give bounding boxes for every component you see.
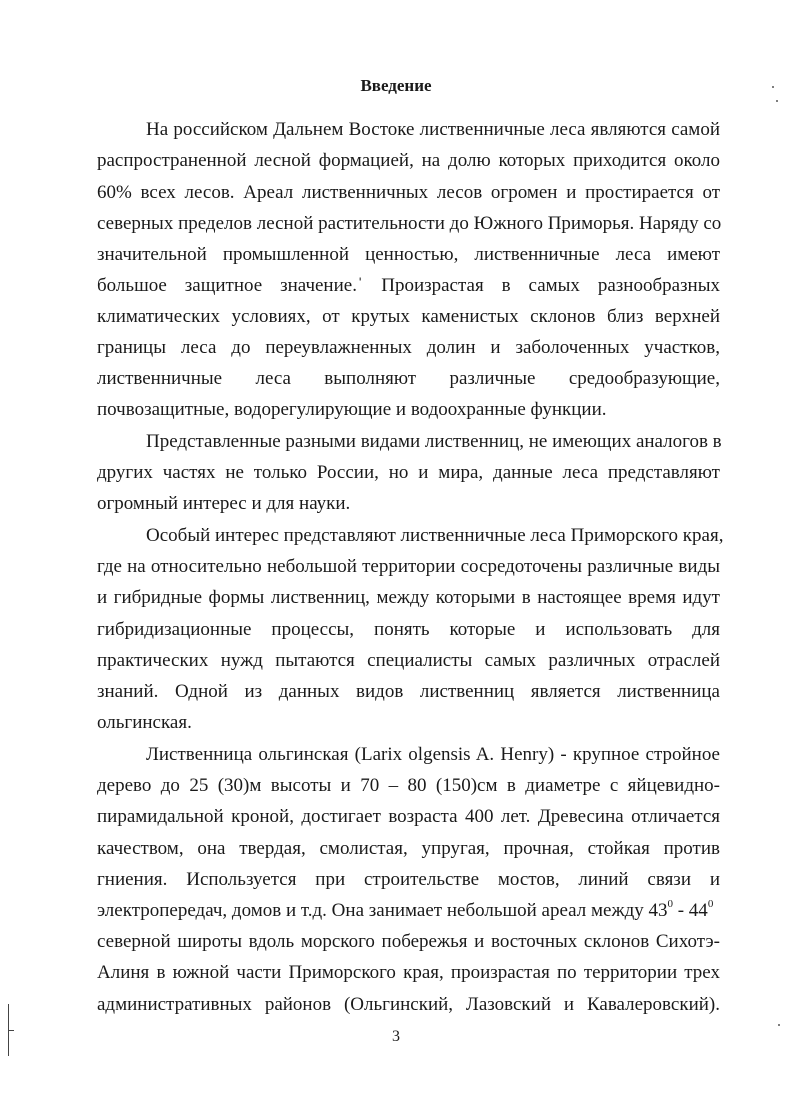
paragraph-1-line-8: границы леса до переувлажненных долин и заболоченных участков, [97, 337, 720, 358]
paragraph-1-line-7: климатических условиях, от крутых каменистых склонов близ верхней [97, 306, 720, 327]
paragraph-1-line-2: распространенной лесной формацией, на долю которых приходится около [97, 150, 720, 171]
paragraph-2-line-1: Представленные разными видами лиственниц, не имеющих аналогов в [146, 431, 722, 452]
paragraph-4-line-5: гниения. Используется при строительстве мостов, линий связи и [97, 869, 720, 890]
paragraph-2-line-3: огромный интерес и для науки. [97, 493, 351, 514]
paragraph-1-line-5: значительной промышленной ценностью, лиственничные леса имеют [97, 244, 720, 265]
paragraph-4-line-3: пирамидальной кроной, достигает возраста 400 лет. Древесина отличается [97, 806, 720, 827]
paragraph-1-line-4: северных пределов лесной растительности до Южного Приморья. Наряду со [97, 213, 722, 234]
paragraph-2-line-2: других частях не только России, но и мира, данные леса представляют [97, 462, 720, 483]
paragraph-1-line-9: лиственничные леса выполняют различные средообразующие, [97, 368, 720, 389]
degree-superscript-2: 0 [707, 898, 714, 910]
paragraph-4-line-9: административных районов (Ольгинский, Лазовский и Кавалеровский). [97, 994, 720, 1015]
paragraph-3-line-5: практических нужд пытаются специалисты самых различных отраслей [97, 650, 720, 671]
paragraph-3-line-1: Особый интерес представляют лиственничные леса Приморского края, [146, 525, 724, 546]
degree-superscript-1: 0 [667, 898, 673, 910]
paragraph-1-line-1: На российском Дальнем Востоке лиственничные леса являются самой [146, 119, 720, 140]
paragraph-1-line-10: почвозащитные, водорегулирующие и водоохранные функции. [97, 399, 607, 420]
paragraph-4-line-8: Алиня в южной части Приморского края, произрастая по территории трех [97, 962, 720, 983]
page-number: 3 [392, 1028, 400, 1045]
paragraph-3-line-6: знаний. Одной из данных видов лиственниц является лиственница [97, 681, 720, 702]
paragraph-4-line-6 [97, 900, 720, 922]
paragraph-4-line-1: Лиственница ольгинская (Larix olgensis A. Henry) - крупное стройное [146, 744, 720, 765]
paragraph-1-line-6: большое защитное значение.ˈ Произрастая в самых разнообразных [97, 275, 720, 296]
scan-speck [776, 100, 778, 102]
paragraph-4-line-7: северной широты вдоль морского побережья и восточных склонов Сихотэ- [97, 931, 720, 952]
paragraph-4-line-2: дерево до 25 (30)м высоты и 70 – 80 (150)см в диаметре с яйцевидно- [97, 775, 720, 796]
paragraph-1-line-3: 60% всех лесов. Ареал лиственничных лесов огромен и простирается от [97, 182, 720, 203]
paragraph-4-line-6-text-a: электропередач, домов и т.д. Она занимает небольшой ареал между 43 [97, 900, 668, 921]
scan-speck [778, 1024, 780, 1026]
scan-edge-mark [9, 1030, 14, 1031]
paragraph-3-line-2: где на относительно небольшой территории сосредоточены различные виды [97, 556, 720, 577]
paragraph-4-line-4: качеством, она твердая, смолистая, упругая, прочная, стойкая против [97, 838, 720, 859]
paragraph-3-line-3: и гибридные формы лиственниц, между которыми в настоящее время идут [97, 587, 720, 608]
paragraph-3-line-7: ольгинская. [97, 712, 192, 733]
paragraph-4-line-6-text-b: - 44 [672, 900, 708, 921]
page-title: Введение [360, 76, 432, 95]
paragraph-3-line-4: гибридизационные процессы, понять которые и использовать для [97, 619, 720, 640]
scan-speck [772, 86, 774, 88]
